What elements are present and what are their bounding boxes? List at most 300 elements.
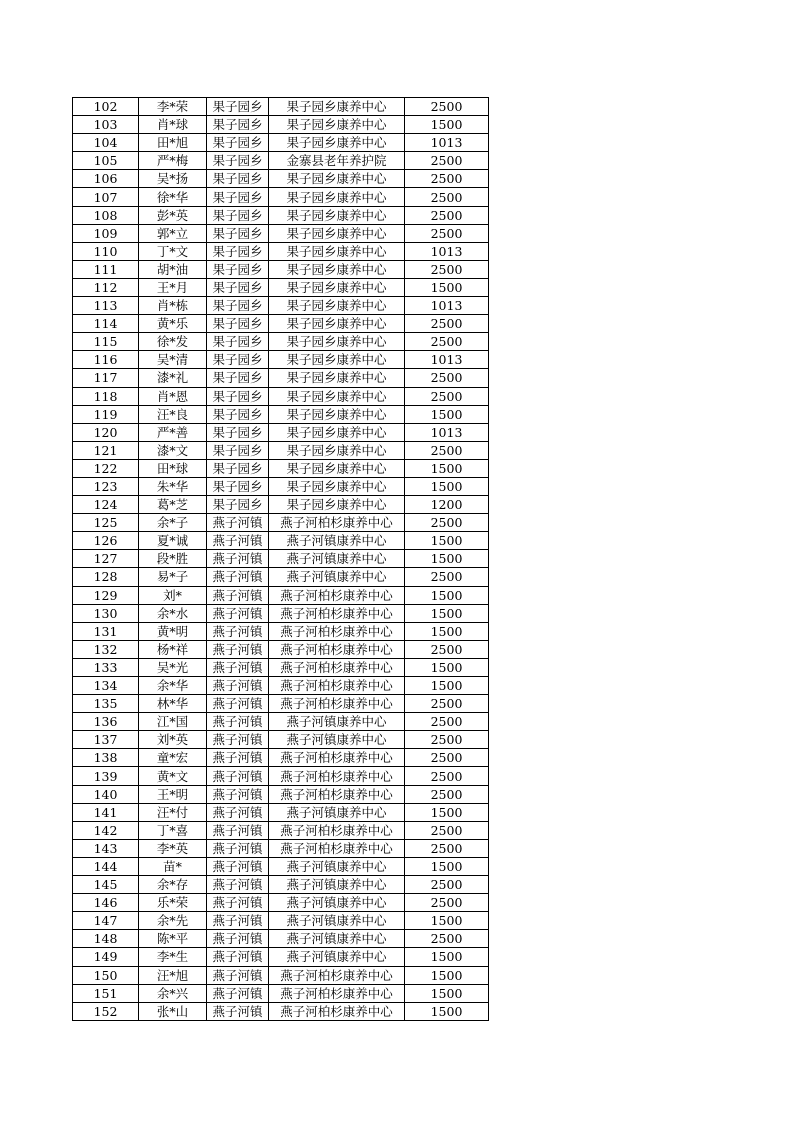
table-row xyxy=(73,297,489,315)
table-row xyxy=(73,948,489,966)
name-cell: 夏*诚 xyxy=(139,532,207,550)
name-cell: 漆*礼 xyxy=(139,369,207,387)
name-cell: 余*先 xyxy=(139,912,207,930)
amount-cell: 1013 xyxy=(405,351,489,369)
name-cell: 易*子 xyxy=(139,568,207,586)
row-number-cell: 143 xyxy=(73,839,139,857)
township-cell: 果子园乡 xyxy=(207,224,269,242)
township-cell: 燕子河镇 xyxy=(207,767,269,785)
amount-cell: 1500 xyxy=(405,532,489,550)
township-cell: 燕子河镇 xyxy=(207,984,269,1002)
name-cell: 吴*光 xyxy=(139,658,207,676)
row-number-cell: 149 xyxy=(73,948,139,966)
row-number-cell: 120 xyxy=(73,423,139,441)
care-center-cell: 燕子河镇康养中心 xyxy=(269,731,405,749)
row-number-cell: 146 xyxy=(73,894,139,912)
name-cell: 余*华 xyxy=(139,677,207,695)
amount-cell: 2500 xyxy=(405,260,489,278)
township-cell: 燕子河镇 xyxy=(207,695,269,713)
care-center-cell: 果子园乡康养中心 xyxy=(269,134,405,152)
row-number-cell: 147 xyxy=(73,912,139,930)
row-number-cell: 115 xyxy=(73,333,139,351)
row-number-cell: 102 xyxy=(73,98,139,116)
amount-cell: 1013 xyxy=(405,297,489,315)
care-center-cell: 果子园乡康养中心 xyxy=(269,116,405,134)
name-cell: 王*明 xyxy=(139,785,207,803)
name-cell: 刘*英 xyxy=(139,731,207,749)
care-center-cell: 果子园乡康养中心 xyxy=(269,351,405,369)
name-cell: 田*旭 xyxy=(139,134,207,152)
amount-cell: 1013 xyxy=(405,134,489,152)
township-cell: 果子园乡 xyxy=(207,477,269,495)
care-center-cell: 燕子河柏杉康养中心 xyxy=(269,677,405,695)
name-cell: 黄*乐 xyxy=(139,315,207,333)
care-center-cell: 燕子河镇康养中心 xyxy=(269,532,405,550)
township-cell: 果子园乡 xyxy=(207,387,269,405)
township-cell: 果子园乡 xyxy=(207,242,269,260)
care-center-cell: 燕子河柏杉康养中心 xyxy=(269,695,405,713)
name-cell: 张*山 xyxy=(139,1002,207,1020)
township-cell: 果子园乡 xyxy=(207,170,269,188)
amount-cell: 2500 xyxy=(405,514,489,532)
name-cell: 陈*平 xyxy=(139,930,207,948)
table-row xyxy=(73,278,489,296)
name-cell: 汪*付 xyxy=(139,803,207,821)
row-number-cell: 137 xyxy=(73,731,139,749)
table-row xyxy=(73,857,489,875)
table-row xyxy=(73,803,489,821)
name-cell: 肖*球 xyxy=(139,116,207,134)
row-number-cell: 138 xyxy=(73,749,139,767)
table-row xyxy=(73,224,489,242)
amount-cell: 1500 xyxy=(405,405,489,423)
care-center-cell: 金寨县老年养护院 xyxy=(269,152,405,170)
table-row xyxy=(73,749,489,767)
table-row xyxy=(73,514,489,532)
table-row xyxy=(73,568,489,586)
table-row xyxy=(73,441,489,459)
table-row xyxy=(73,459,489,477)
township-cell: 燕子河镇 xyxy=(207,514,269,532)
name-cell: 彭*英 xyxy=(139,206,207,224)
amount-cell: 1500 xyxy=(405,1002,489,1020)
table-row xyxy=(73,604,489,622)
name-cell: 严*善 xyxy=(139,423,207,441)
amount-cell: 2500 xyxy=(405,333,489,351)
amount-cell: 2500 xyxy=(405,315,489,333)
row-number-cell: 132 xyxy=(73,640,139,658)
table-row xyxy=(73,387,489,405)
care-center-cell: 果子园乡康养中心 xyxy=(269,459,405,477)
row-number-cell: 145 xyxy=(73,876,139,894)
township-cell: 果子园乡 xyxy=(207,297,269,315)
table-row xyxy=(73,532,489,550)
name-cell: 余*兴 xyxy=(139,984,207,1002)
care-center-cell: 燕子河镇康养中心 xyxy=(269,876,405,894)
care-center-cell: 果子园乡康养中心 xyxy=(269,496,405,514)
township-cell: 燕子河镇 xyxy=(207,876,269,894)
name-cell: 汪*良 xyxy=(139,405,207,423)
amount-cell: 1500 xyxy=(405,658,489,676)
name-cell: 李*荣 xyxy=(139,98,207,116)
name-cell: 漆*文 xyxy=(139,441,207,459)
amount-cell: 1200 xyxy=(405,496,489,514)
table-row xyxy=(73,876,489,894)
row-number-cell: 118 xyxy=(73,387,139,405)
row-number-cell: 134 xyxy=(73,677,139,695)
name-cell: 丁*文 xyxy=(139,242,207,260)
table-row xyxy=(73,839,489,857)
name-cell: 黄*明 xyxy=(139,622,207,640)
data-table xyxy=(72,97,489,1021)
table-row xyxy=(73,966,489,984)
amount-cell: 2500 xyxy=(405,731,489,749)
row-number-cell: 150 xyxy=(73,966,139,984)
table-row xyxy=(73,658,489,676)
care-center-cell: 燕子河柏杉康养中心 xyxy=(269,749,405,767)
township-cell: 燕子河镇 xyxy=(207,966,269,984)
table-row xyxy=(73,930,489,948)
amount-cell: 1500 xyxy=(405,857,489,875)
name-cell: 林*华 xyxy=(139,695,207,713)
care-center-cell: 燕子河柏杉康养中心 xyxy=(269,640,405,658)
township-cell: 果子园乡 xyxy=(207,98,269,116)
amount-cell: 1500 xyxy=(405,477,489,495)
table-row xyxy=(73,713,489,731)
table-row xyxy=(73,423,489,441)
care-center-cell: 果子园乡康养中心 xyxy=(269,278,405,296)
name-cell: 余*子 xyxy=(139,514,207,532)
amount-cell: 2500 xyxy=(405,98,489,116)
care-center-cell: 燕子河柏杉康养中心 xyxy=(269,1002,405,1020)
care-center-cell: 果子园乡康养中心 xyxy=(269,260,405,278)
name-cell: 王*月 xyxy=(139,278,207,296)
row-number-cell: 117 xyxy=(73,369,139,387)
row-number-cell: 116 xyxy=(73,351,139,369)
township-cell: 燕子河镇 xyxy=(207,622,269,640)
row-number-cell: 139 xyxy=(73,767,139,785)
township-cell: 燕子河镇 xyxy=(207,821,269,839)
care-center-cell: 果子园乡康养中心 xyxy=(269,423,405,441)
row-number-cell: 126 xyxy=(73,532,139,550)
row-number-cell: 129 xyxy=(73,586,139,604)
township-cell: 果子园乡 xyxy=(207,333,269,351)
table-row xyxy=(73,496,489,514)
table-row xyxy=(73,894,489,912)
township-cell: 燕子河镇 xyxy=(207,658,269,676)
table-row xyxy=(73,206,489,224)
township-cell: 燕子河镇 xyxy=(207,839,269,857)
amount-cell: 1500 xyxy=(405,966,489,984)
table-row xyxy=(73,116,489,134)
row-number-cell: 142 xyxy=(73,821,139,839)
care-center-cell: 果子园乡康养中心 xyxy=(269,387,405,405)
township-cell: 果子园乡 xyxy=(207,315,269,333)
care-center-cell: 燕子河镇康养中心 xyxy=(269,568,405,586)
amount-cell: 1500 xyxy=(405,677,489,695)
row-number-cell: 111 xyxy=(73,260,139,278)
township-cell: 果子园乡 xyxy=(207,260,269,278)
table-row xyxy=(73,351,489,369)
row-number-cell: 114 xyxy=(73,315,139,333)
amount-cell: 2500 xyxy=(405,387,489,405)
row-number-cell: 107 xyxy=(73,188,139,206)
name-cell: 吴*清 xyxy=(139,351,207,369)
row-number-cell: 128 xyxy=(73,568,139,586)
table-row xyxy=(73,188,489,206)
table-row xyxy=(73,767,489,785)
township-cell: 燕子河镇 xyxy=(207,532,269,550)
name-cell: 葛*芝 xyxy=(139,496,207,514)
amount-cell: 2500 xyxy=(405,369,489,387)
care-center-cell: 燕子河镇康养中心 xyxy=(269,912,405,930)
table-row xyxy=(73,821,489,839)
care-center-cell: 燕子河柏杉康养中心 xyxy=(269,658,405,676)
township-cell: 燕子河镇 xyxy=(207,677,269,695)
township-cell: 燕子河镇 xyxy=(207,912,269,930)
table-row xyxy=(73,260,489,278)
township-cell: 燕子河镇 xyxy=(207,640,269,658)
amount-cell: 1013 xyxy=(405,423,489,441)
row-number-cell: 110 xyxy=(73,242,139,260)
row-number-cell: 103 xyxy=(73,116,139,134)
amount-cell: 2500 xyxy=(405,785,489,803)
name-cell: 田*球 xyxy=(139,459,207,477)
care-center-cell: 果子园乡康养中心 xyxy=(269,170,405,188)
amount-cell: 1500 xyxy=(405,116,489,134)
table-row xyxy=(73,640,489,658)
care-center-cell: 燕子河柏杉康养中心 xyxy=(269,785,405,803)
table-row xyxy=(73,170,489,188)
amount-cell: 2500 xyxy=(405,876,489,894)
township-cell: 燕子河镇 xyxy=(207,1002,269,1020)
care-center-cell: 果子园乡康养中心 xyxy=(269,188,405,206)
amount-cell: 2500 xyxy=(405,441,489,459)
name-cell: 童*宏 xyxy=(139,749,207,767)
table-row xyxy=(73,695,489,713)
township-cell: 果子园乡 xyxy=(207,116,269,134)
township-cell: 果子园乡 xyxy=(207,459,269,477)
township-cell: 果子园乡 xyxy=(207,405,269,423)
name-cell: 杨*祥 xyxy=(139,640,207,658)
table-row xyxy=(73,622,489,640)
name-cell: 吴*扬 xyxy=(139,170,207,188)
row-number-cell: 127 xyxy=(73,550,139,568)
row-number-cell: 135 xyxy=(73,695,139,713)
name-cell: 余*水 xyxy=(139,604,207,622)
township-cell: 燕子河镇 xyxy=(207,785,269,803)
row-number-cell: 109 xyxy=(73,224,139,242)
row-number-cell: 124 xyxy=(73,496,139,514)
row-number-cell: 108 xyxy=(73,206,139,224)
name-cell: 余*存 xyxy=(139,876,207,894)
township-cell: 果子园乡 xyxy=(207,496,269,514)
row-number-cell: 130 xyxy=(73,604,139,622)
township-cell: 燕子河镇 xyxy=(207,550,269,568)
name-cell: 李*英 xyxy=(139,839,207,857)
amount-cell: 1500 xyxy=(405,278,489,296)
table-row xyxy=(73,405,489,423)
amount-cell: 1500 xyxy=(405,550,489,568)
amount-cell: 2500 xyxy=(405,568,489,586)
care-center-cell: 燕子河镇康养中心 xyxy=(269,894,405,912)
township-cell: 果子园乡 xyxy=(207,206,269,224)
care-center-cell: 燕子河柏杉康养中心 xyxy=(269,839,405,857)
amount-cell: 2500 xyxy=(405,767,489,785)
amount-cell: 1500 xyxy=(405,604,489,622)
name-cell: 刘* xyxy=(139,586,207,604)
care-center-cell: 燕子河柏杉康养中心 xyxy=(269,514,405,532)
township-cell: 果子园乡 xyxy=(207,369,269,387)
amount-cell: 2500 xyxy=(405,152,489,170)
care-center-cell: 果子园乡康养中心 xyxy=(269,206,405,224)
township-cell: 果子园乡 xyxy=(207,351,269,369)
township-cell: 燕子河镇 xyxy=(207,930,269,948)
township-cell: 果子园乡 xyxy=(207,423,269,441)
care-center-cell: 果子园乡康养中心 xyxy=(269,224,405,242)
amount-cell: 1500 xyxy=(405,622,489,640)
table-row xyxy=(73,98,489,116)
table-row xyxy=(73,677,489,695)
care-center-cell: 果子园乡康养中心 xyxy=(269,297,405,315)
row-number-cell: 125 xyxy=(73,514,139,532)
name-cell: 郭*立 xyxy=(139,224,207,242)
row-number-cell: 141 xyxy=(73,803,139,821)
township-cell: 燕子河镇 xyxy=(207,713,269,731)
care-center-cell: 燕子河镇康养中心 xyxy=(269,713,405,731)
name-cell: 胡*油 xyxy=(139,260,207,278)
amount-cell: 2500 xyxy=(405,640,489,658)
row-number-cell: 148 xyxy=(73,930,139,948)
care-center-cell: 燕子河镇康养中心 xyxy=(269,803,405,821)
amount-cell: 2500 xyxy=(405,821,489,839)
table-body xyxy=(73,98,489,1021)
amount-cell: 1013 xyxy=(405,242,489,260)
table-row xyxy=(73,1002,489,1020)
amount-cell: 1500 xyxy=(405,984,489,1002)
township-cell: 果子园乡 xyxy=(207,152,269,170)
name-cell: 江*国 xyxy=(139,713,207,731)
amount-cell: 2500 xyxy=(405,224,489,242)
care-center-cell: 燕子河柏杉康养中心 xyxy=(269,586,405,604)
amount-cell: 2500 xyxy=(405,713,489,731)
table-row xyxy=(73,984,489,1002)
row-number-cell: 123 xyxy=(73,477,139,495)
table-row xyxy=(73,333,489,351)
amount-cell: 1500 xyxy=(405,948,489,966)
township-cell: 燕子河镇 xyxy=(207,803,269,821)
row-number-cell: 144 xyxy=(73,857,139,875)
table-row xyxy=(73,731,489,749)
care-center-cell: 果子园乡康养中心 xyxy=(269,405,405,423)
care-center-cell: 燕子河柏杉康养中心 xyxy=(269,604,405,622)
name-cell: 乐*荣 xyxy=(139,894,207,912)
row-number-cell: 104 xyxy=(73,134,139,152)
table-row xyxy=(73,477,489,495)
care-center-cell: 果子园乡康养中心 xyxy=(269,369,405,387)
care-center-cell: 果子园乡康养中心 xyxy=(269,477,405,495)
name-cell: 严*梅 xyxy=(139,152,207,170)
row-number-cell: 112 xyxy=(73,278,139,296)
name-cell: 徐*发 xyxy=(139,333,207,351)
care-center-cell: 燕子河柏杉康养中心 xyxy=(269,821,405,839)
amount-cell: 2500 xyxy=(405,749,489,767)
row-number-cell: 152 xyxy=(73,1002,139,1020)
row-number-cell: 136 xyxy=(73,713,139,731)
township-cell: 果子园乡 xyxy=(207,188,269,206)
row-number-cell: 151 xyxy=(73,984,139,1002)
row-number-cell: 133 xyxy=(73,658,139,676)
name-cell: 肖*恩 xyxy=(139,387,207,405)
row-number-cell: 106 xyxy=(73,170,139,188)
amount-cell: 2500 xyxy=(405,930,489,948)
name-cell: 朱*华 xyxy=(139,477,207,495)
amount-cell: 2500 xyxy=(405,894,489,912)
township-cell: 燕子河镇 xyxy=(207,857,269,875)
township-cell: 燕子河镇 xyxy=(207,749,269,767)
amount-cell: 2500 xyxy=(405,170,489,188)
care-center-cell: 果子园乡康养中心 xyxy=(269,242,405,260)
care-center-cell: 果子园乡康养中心 xyxy=(269,333,405,351)
name-cell: 段*胜 xyxy=(139,550,207,568)
township-cell: 果子园乡 xyxy=(207,278,269,296)
township-cell: 果子园乡 xyxy=(207,441,269,459)
care-center-cell: 燕子河镇康养中心 xyxy=(269,948,405,966)
amount-cell: 2500 xyxy=(405,695,489,713)
table-row xyxy=(73,315,489,333)
care-center-cell: 燕子河镇康养中心 xyxy=(269,930,405,948)
name-cell: 丁*喜 xyxy=(139,821,207,839)
care-center-cell: 燕子河柏杉康养中心 xyxy=(269,984,405,1002)
table-row xyxy=(73,369,489,387)
township-cell: 果子园乡 xyxy=(207,134,269,152)
amount-cell: 1500 xyxy=(405,912,489,930)
amount-cell: 2500 xyxy=(405,839,489,857)
row-number-cell: 113 xyxy=(73,297,139,315)
row-number-cell: 140 xyxy=(73,785,139,803)
table-row xyxy=(73,785,489,803)
row-number-cell: 122 xyxy=(73,459,139,477)
care-center-cell: 果子园乡康养中心 xyxy=(269,441,405,459)
amount-cell: 1500 xyxy=(405,459,489,477)
name-cell: 徐*华 xyxy=(139,188,207,206)
township-cell: 燕子河镇 xyxy=(207,731,269,749)
name-cell: 李*生 xyxy=(139,948,207,966)
table-row xyxy=(73,152,489,170)
amount-cell: 2500 xyxy=(405,206,489,224)
name-cell: 苗* xyxy=(139,857,207,875)
name-cell: 肖*栋 xyxy=(139,297,207,315)
township-cell: 燕子河镇 xyxy=(207,894,269,912)
name-cell: 汪*旭 xyxy=(139,966,207,984)
township-cell: 燕子河镇 xyxy=(207,948,269,966)
table-row xyxy=(73,586,489,604)
table-row xyxy=(73,134,489,152)
name-cell: 黄*文 xyxy=(139,767,207,785)
care-center-cell: 燕子河镇康养中心 xyxy=(269,857,405,875)
township-cell: 燕子河镇 xyxy=(207,568,269,586)
amount-cell: 2500 xyxy=(405,188,489,206)
table-row xyxy=(73,242,489,260)
row-number-cell: 119 xyxy=(73,405,139,423)
care-center-cell: 燕子河柏杉康养中心 xyxy=(269,767,405,785)
amount-cell: 1500 xyxy=(405,803,489,821)
care-center-cell: 燕子河镇康养中心 xyxy=(269,550,405,568)
township-cell: 燕子河镇 xyxy=(207,604,269,622)
row-number-cell: 105 xyxy=(73,152,139,170)
township-cell: 燕子河镇 xyxy=(207,586,269,604)
row-number-cell: 131 xyxy=(73,622,139,640)
